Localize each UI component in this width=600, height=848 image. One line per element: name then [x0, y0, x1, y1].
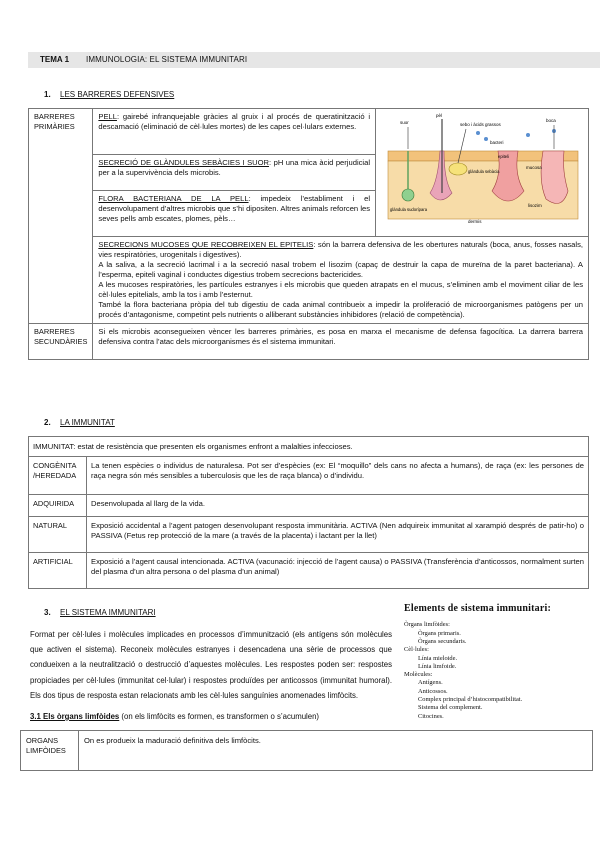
- immunity-definition-text: : estat de resistència que presenten els organismes enfront a malalties infeccioses.: [73, 442, 353, 451]
- elements-title: Elements de sistema immunitari:: [404, 603, 552, 614]
- element-item: Sistema del complement.: [418, 704, 483, 712]
- organs-text: On es produeix la maduració definitiva dels limfòcits.: [79, 731, 593, 771]
- element-item: Òrgans secundaris.: [418, 637, 467, 645]
- subheading-rest: (on els limfòcits es formen, es transformen o s’acumulen): [119, 712, 320, 721]
- element-item: Línia limfoide.: [418, 662, 457, 670]
- row-text: La tenen espècies o individus de naturalesa. Pot ser d’espècies (ex: El “moquillo” dels cans no afecta a humans), de raça (ex: les persones de raça negra són més sensibles a tuberculosis que les de raça blanca) o d’individu.: [87, 457, 589, 495]
- label-epiteli: epiteli: [498, 154, 509, 159]
- element-item: Complex principal d’histocompatibilitat.: [418, 696, 523, 704]
- section1-number: 1.: [44, 90, 51, 99]
- glands-term: SECRECIÓ DE GLÀNDULES SEBÀCIES I SUOR: [98, 158, 270, 167]
- label-bacteri: bacteri: [490, 140, 504, 145]
- mucoses-term: SECRECIONS MUCOSES QUE RECOBREIXEN EL EPITELIS: [98, 240, 314, 249]
- immunity-definition: [29, 437, 589, 457]
- row-text: Exposició a l’agent causal intencionada. ACTIVA (vacunació: injecció de l’agent causa) o PASSIVA (Transferència d’anticossos, normalment surten del plasma d’un altra persona o del plasma d’un animal): [87, 553, 589, 589]
- pell-text: : gairebé infranquejable gràcies al gruix i al procés de queratinització i descamació (eliminació de cèl·lules mortes) de les capes cel·lulars externes.: [98, 112, 371, 132]
- label-sebaceous-gland: glàndula sebàcia: [468, 169, 500, 174]
- label-sweat-gland: glàndula sudorípara: [390, 207, 428, 212]
- flora-term: FLORA BACTERIANA DE LA PELL: [98, 194, 249, 203]
- elements-image: [404, 602, 594, 721]
- organs-label: ORGANS LIMFÒIDES: [21, 731, 79, 771]
- section1-title: LES BARRERES DEFENSIVES: [60, 90, 175, 99]
- immunity-row: [29, 553, 589, 589]
- element-item: Molècules:: [404, 671, 433, 679]
- row-label: CONGÈNITA /HEREDADA: [29, 457, 87, 495]
- section3-subheading: [30, 712, 319, 722]
- skin-diagram-cell: [376, 109, 589, 237]
- section3-title: EL SISTEMA IMMUNITARI: [60, 608, 156, 617]
- section3-heading: [44, 608, 156, 619]
- label-dermis: dermis: [468, 219, 482, 224]
- element-item: Cèl·lules:: [404, 646, 429, 654]
- secondary-label: BARRERES SECUNDÀRIES: [29, 324, 93, 360]
- section2-number: 2.: [44, 418, 51, 427]
- element-item: Citocines.: [418, 712, 444, 720]
- mucoses-cell: [93, 237, 589, 324]
- glands-text: : pH una mica àcid perjudicial per a la supervivència dels microbis.: [98, 158, 371, 178]
- label-suor: suor: [400, 120, 409, 125]
- row-label: ADQUIRIDA: [29, 495, 87, 517]
- section2-heading: [44, 418, 115, 429]
- element-item: Anticossos.: [418, 687, 448, 695]
- row-text: Desenvolupada al llarg de la vida.: [87, 495, 589, 517]
- elements-list: [404, 621, 594, 721]
- immunity-row: [29, 517, 589, 553]
- mucoses-paragraph-3: A les mucoses respiratòries, les partícules estranyes i els microbis que queden atrapats en el mucus, s’eliminen amb el moviment ciliar de les cèl·lules epitelials, amb la tos i amb l’esternut.: [98, 280, 583, 300]
- secondary-text: Si els microbis aconsegueixen vèncer les barreres primàries, es posa en marxa el mecanisme de defensa fagocítica. La darrera barrera defensiva contra l’atac dels microorganismes és el sistema immunitari.: [93, 324, 589, 360]
- immunity-row: [29, 495, 589, 517]
- element-item: Òrgans primaris.: [418, 629, 461, 637]
- element-item: Línia mieloide.: [418, 654, 458, 662]
- skin-barrier-diagram: [378, 111, 585, 231]
- label-boca: boca: [546, 118, 556, 123]
- subheading-bold: 3.1 Els òrgans limfòides: [30, 712, 120, 721]
- pell-term: PELL: [98, 112, 117, 121]
- section3-number: 3.: [44, 608, 51, 617]
- label-mucosa: mucosa: [526, 165, 542, 170]
- section3-body: Format per cèl·lules i molècules implicades en processos d’immunització (els antígens són molècules que activen el sistema). Reconeix molècules estranyes i desencadena una sèrie de processos que condueixen a la neutralització o destrucció d’aquestes molècules. Les respostes poden ser: respostes propiciades per cèl·lules (immunitat cel·lular) i respostes produïdes per anticossos (immunitat humoral). Els dos tipus de resposta estan relacionats amb les cèl·lules sanguínies anomenades limfòcits.: [30, 630, 392, 700]
- row-text: Exposició accidental a l’agent patogen desenvolupant resposta immunitària. ACTIVA (Nen adquireix immunitat al xarampió després de patir-ho) o PASSIVA (Fetus rep protecció de la mare (a través de la placenta) i lactant per la llet): [87, 517, 589, 553]
- immunity-term: IMMUNITAT: [33, 442, 74, 451]
- pell-cell: [93, 109, 376, 155]
- label-lisozim: lisozim: [528, 203, 542, 208]
- flora-text: : impedeix l’establiment i el desenvolupament d’altres microbis que s’hi dipositen. Altres animals reforcen les seves pells amb escates, plomes, pèls…: [98, 194, 371, 224]
- label-sebum: sebo i àcids grassos: [460, 122, 501, 127]
- element-item: Òrgans limfòides:: [404, 621, 450, 629]
- element-item: Antígens.: [418, 679, 443, 687]
- immunity-table: [28, 436, 589, 589]
- label-pel: pèl: [436, 113, 443, 118]
- immunity-row: [29, 457, 589, 495]
- glands-cell: [93, 155, 376, 191]
- mucoses-text: : són la barrera defensiva de les obertures naturals (boca, anus, fosses nasals, vies respiratòries, urogenitals i digestives).: [98, 240, 583, 260]
- header-tema: TEMA 1: [40, 55, 70, 64]
- section2-title: LA IMMUNITAT: [60, 418, 115, 427]
- barriers-table: [28, 108, 589, 360]
- primaries-label: BARRERES PRIMÀRIES: [29, 109, 93, 324]
- mucoses-paragraph-2: A la saliva, a la secreció lacrimal i a la secreció nasal trobem el lisozim (capaç de destruir la capa de mureïna de la paret bacteriana). A l’esperma, epiteli vaginal i conductes digestius trobem secrecions bactericides.: [98, 260, 583, 280]
- lymphoid-organs-table: [20, 730, 593, 771]
- row-label: NATURAL: [29, 517, 87, 553]
- header-title: IMMUNOLOGIA: EL SISTEMA IMMUNITARI: [86, 55, 248, 64]
- section1-heading: [44, 90, 174, 101]
- flora-cell: [93, 191, 376, 237]
- row-label: ARTIFICIAL: [29, 553, 87, 589]
- mucoses-paragraph-4: També la flora bacteriana pròpia del tub digestiu de cada animal contribueix a impedir la proliferació de microorganismes patògens per un procés d’antagonisme, competint pels nutrients o alliberant substàncies inhibidores (relació de competència).: [98, 300, 583, 320]
